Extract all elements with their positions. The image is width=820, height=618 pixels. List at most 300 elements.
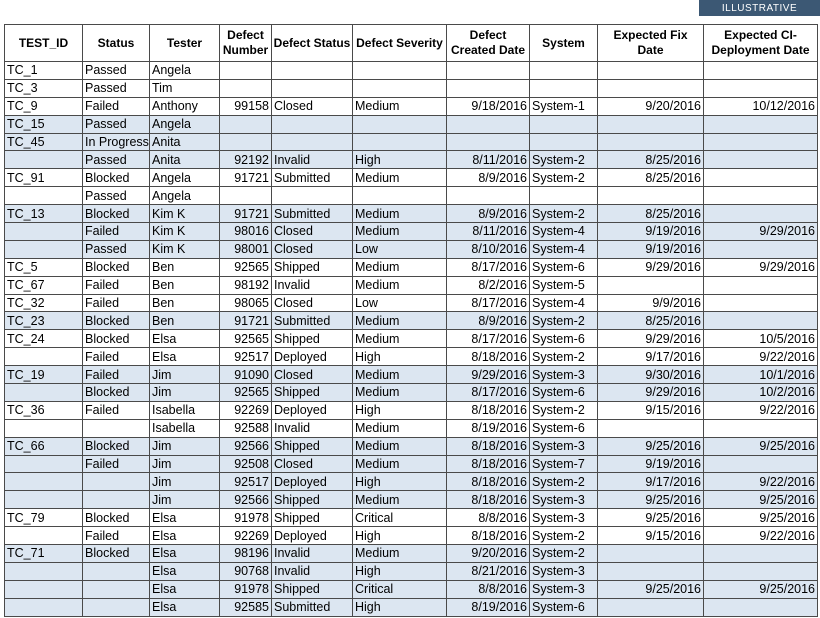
table-cell: 9/20/2016 <box>447 545 530 563</box>
table-cell <box>5 223 83 241</box>
table-cell <box>83 473 150 491</box>
table-row <box>5 79 818 97</box>
table-cell: System-2 <box>530 312 598 330</box>
table-cell: Angela <box>150 62 220 80</box>
table-cell: Closed <box>272 294 353 312</box>
table-cell: Invalid <box>272 276 353 294</box>
col-header-expected-fix-date: Expected Fix Date <box>598 25 704 62</box>
table-body <box>5 62 818 617</box>
table-cell: System-6 <box>530 384 598 402</box>
table-cell: Ben <box>150 312 220 330</box>
table-cell: TC_67 <box>5 276 83 294</box>
table-row <box>5 97 818 115</box>
table-cell: TC_36 <box>5 401 83 419</box>
table-cell <box>598 79 704 97</box>
table-cell: 9/29/2016 <box>598 258 704 276</box>
table-row <box>5 545 818 563</box>
table-cell: System-2 <box>530 401 598 419</box>
table-cell: Shipped <box>272 580 353 598</box>
table-cell <box>704 169 818 187</box>
table-cell <box>704 294 818 312</box>
table-cell: Passed <box>83 187 150 205</box>
table-cell <box>272 62 353 80</box>
table-cell <box>220 79 272 97</box>
table-cell: 8/18/2016 <box>447 527 530 545</box>
table-cell: High <box>353 348 447 366</box>
table-cell <box>353 62 447 80</box>
table-cell <box>598 62 704 80</box>
table-cell: Elsa <box>150 580 220 598</box>
table-cell: 10/5/2016 <box>704 330 818 348</box>
table-row <box>5 473 818 491</box>
table-cell: Ben <box>150 258 220 276</box>
table-cell: 8/25/2016 <box>598 312 704 330</box>
table-row <box>5 419 818 437</box>
col-header-system: System <box>530 25 598 62</box>
table-cell: Anita <box>150 151 220 169</box>
table-cell <box>5 384 83 402</box>
table-row <box>5 240 818 258</box>
table-cell: 9/22/2016 <box>704 401 818 419</box>
table-cell: TC_5 <box>5 258 83 276</box>
table-cell: Blocked <box>83 545 150 563</box>
table-cell <box>704 151 818 169</box>
table-cell <box>704 562 818 580</box>
table-cell: High <box>353 473 447 491</box>
table-cell: Low <box>353 240 447 258</box>
table-cell <box>220 62 272 80</box>
table-row <box>5 437 818 455</box>
table-cell: Angela <box>150 115 220 133</box>
table-row <box>5 348 818 366</box>
table-cell: Medium <box>353 437 447 455</box>
table-cell <box>83 598 150 616</box>
table-cell: Medium <box>353 97 447 115</box>
table-row <box>5 598 818 616</box>
table-cell <box>220 187 272 205</box>
table-cell: 8/2/2016 <box>447 276 530 294</box>
table-row <box>5 455 818 473</box>
table-cell: Elsa <box>150 598 220 616</box>
table-cell <box>5 598 83 616</box>
table-cell: Angela <box>150 169 220 187</box>
table-cell: Failed <box>83 97 150 115</box>
table-cell: 9/20/2016 <box>598 97 704 115</box>
table-cell: System-2 <box>530 205 598 223</box>
table-row <box>5 205 818 223</box>
table-cell: 92566 <box>220 437 272 455</box>
table-cell: Failed <box>83 294 150 312</box>
table-cell: 9/22/2016 <box>704 348 818 366</box>
table-cell <box>598 133 704 151</box>
table-cell: Anthony <box>150 97 220 115</box>
table-cell: 8/18/2016 <box>447 473 530 491</box>
defect-table <box>4 24 818 617</box>
table-cell: Medium <box>353 419 447 437</box>
table-cell: Passed <box>83 240 150 258</box>
table-cell <box>530 62 598 80</box>
col-header-test-id: TEST_ID <box>5 25 83 62</box>
table-row <box>5 169 818 187</box>
table-cell: 91721 <box>220 169 272 187</box>
table-cell: System-3 <box>530 509 598 527</box>
table-cell <box>83 562 150 580</box>
table-cell: System-2 <box>530 545 598 563</box>
table-row <box>5 401 818 419</box>
table-cell <box>353 115 447 133</box>
table-cell: Ben <box>150 294 220 312</box>
table-cell: System-3 <box>530 491 598 509</box>
table-cell <box>83 580 150 598</box>
table-cell: 9/22/2016 <box>704 527 818 545</box>
table-cell: Low <box>353 294 447 312</box>
table-row <box>5 366 818 384</box>
table-cell: Deployed <box>272 527 353 545</box>
table-cell: System-3 <box>530 366 598 384</box>
table-cell: Passed <box>83 62 150 80</box>
table-cell: Medium <box>353 491 447 509</box>
table-cell: 8/17/2016 <box>447 258 530 276</box>
col-header-defect-number: Defect Number <box>220 25 272 62</box>
col-header-status: Status <box>83 25 150 62</box>
table-cell <box>530 79 598 97</box>
table-cell <box>353 79 447 97</box>
table-cell: 9/29/2016 <box>447 366 530 384</box>
table-cell: Medium <box>353 258 447 276</box>
table-cell: Invalid <box>272 562 353 580</box>
table-cell: 92269 <box>220 527 272 545</box>
table-cell: Medium <box>353 330 447 348</box>
table-cell: 98001 <box>220 240 272 258</box>
table-cell <box>704 187 818 205</box>
table-cell: Medium <box>353 312 447 330</box>
table-row <box>5 330 818 348</box>
table-cell <box>447 79 530 97</box>
table-cell: 8/17/2016 <box>447 384 530 402</box>
table-cell <box>704 276 818 294</box>
table-cell: 8/9/2016 <box>447 169 530 187</box>
table-cell: Blocked <box>83 437 150 455</box>
table-cell: 98016 <box>220 223 272 241</box>
table-cell <box>5 187 83 205</box>
table-cell: Closed <box>272 223 353 241</box>
table-cell: Elsa <box>150 330 220 348</box>
table-cell: Failed <box>83 455 150 473</box>
table-cell: System-6 <box>530 598 598 616</box>
table-cell: High <box>353 401 447 419</box>
table-cell: 8/18/2016 <box>447 437 530 455</box>
table-cell: TC_23 <box>5 312 83 330</box>
table-cell: Tim <box>150 79 220 97</box>
table-cell <box>598 562 704 580</box>
table-cell: 8/19/2016 <box>447 598 530 616</box>
table-cell: 9/25/2016 <box>598 437 704 455</box>
table-cell: Critical <box>353 580 447 598</box>
table-cell: Invalid <box>272 151 353 169</box>
table-cell: Passed <box>83 151 150 169</box>
table-cell: 92517 <box>220 473 272 491</box>
table-cell: Passed <box>83 115 150 133</box>
table-cell: Jim <box>150 491 220 509</box>
table-row <box>5 276 818 294</box>
table-cell <box>704 115 818 133</box>
col-header-defect-created-date: Defect Created Date <box>447 25 530 62</box>
table-cell: TC_13 <box>5 205 83 223</box>
table-cell: Blocked <box>83 384 150 402</box>
table-row <box>5 223 818 241</box>
table-cell <box>598 187 704 205</box>
table-cell: Medium <box>353 169 447 187</box>
table-cell: Closed <box>272 240 353 258</box>
table-cell: 9/22/2016 <box>704 473 818 491</box>
table-cell <box>598 115 704 133</box>
table-cell: Elsa <box>150 527 220 545</box>
table-cell: System-6 <box>530 330 598 348</box>
table-cell: Medium <box>353 455 447 473</box>
table-cell <box>83 491 150 509</box>
table-cell: 9/29/2016 <box>704 258 818 276</box>
table-cell <box>704 133 818 151</box>
table-cell: TC_3 <box>5 79 83 97</box>
table-cell: Failed <box>83 223 150 241</box>
table-cell: Critical <box>353 509 447 527</box>
table-cell: Submitted <box>272 169 353 187</box>
table-cell: 92566 <box>220 491 272 509</box>
table-cell <box>272 187 353 205</box>
table-cell: 8/10/2016 <box>447 240 530 258</box>
table-cell: System-3 <box>530 562 598 580</box>
table-cell <box>5 473 83 491</box>
table-row <box>5 115 818 133</box>
table-cell: 8/8/2016 <box>447 509 530 527</box>
table-cell: System-7 <box>530 455 598 473</box>
table-cell: 98192 <box>220 276 272 294</box>
table-cell: High <box>353 151 447 169</box>
table-cell: 91978 <box>220 580 272 598</box>
table-cell: 98196 <box>220 545 272 563</box>
table-cell: 91090 <box>220 366 272 384</box>
table-cell: 8/21/2016 <box>447 562 530 580</box>
table-cell: Failed <box>83 348 150 366</box>
table-cell <box>598 419 704 437</box>
table-cell: Shipped <box>272 258 353 276</box>
table-cell: Medium <box>353 276 447 294</box>
table-cell: System-5 <box>530 276 598 294</box>
table-cell: 9/17/2016 <box>598 348 704 366</box>
table-cell: Medium <box>353 366 447 384</box>
table-cell: TC_15 <box>5 115 83 133</box>
table-cell <box>5 562 83 580</box>
table-cell: 9/25/2016 <box>704 491 818 509</box>
table-cell: System-3 <box>530 437 598 455</box>
table-cell: Failed <box>83 276 150 294</box>
table-cell <box>598 598 704 616</box>
table-cell: Deployed <box>272 348 353 366</box>
table-cell <box>447 133 530 151</box>
table-cell: 8/19/2016 <box>447 419 530 437</box>
table-cell <box>272 115 353 133</box>
table-cell <box>530 187 598 205</box>
table-cell: Invalid <box>272 545 353 563</box>
table-cell <box>704 455 818 473</box>
table-row <box>5 187 818 205</box>
table-cell: TC_79 <box>5 509 83 527</box>
table-cell: Elsa <box>150 545 220 563</box>
table-cell: 8/9/2016 <box>447 205 530 223</box>
table-cell: Submitted <box>272 598 353 616</box>
table-cell: TC_9 <box>5 97 83 115</box>
table-cell: 9/25/2016 <box>598 509 704 527</box>
table-cell <box>704 312 818 330</box>
table-cell <box>598 545 704 563</box>
table-cell: Kim K <box>150 205 220 223</box>
table-cell: System-6 <box>530 419 598 437</box>
table-cell: Medium <box>353 223 447 241</box>
header-row <box>5 25 818 62</box>
table-cell: 8/25/2016 <box>598 205 704 223</box>
table-cell: Submitted <box>272 312 353 330</box>
table-cell: Deployed <box>272 473 353 491</box>
table-cell: Medium <box>353 545 447 563</box>
table-cell <box>447 115 530 133</box>
table-cell: 9/29/2016 <box>598 330 704 348</box>
table-cell: 91721 <box>220 205 272 223</box>
table-row <box>5 491 818 509</box>
table-cell: 9/29/2016 <box>598 384 704 402</box>
col-header-defect-status: Defect Status <box>272 25 353 62</box>
table-cell: In Progress <box>83 133 150 151</box>
table-cell: Anita <box>150 133 220 151</box>
table-cell: 90768 <box>220 562 272 580</box>
table-cell: TC_45 <box>5 133 83 151</box>
table-cell: 9/19/2016 <box>598 240 704 258</box>
table-cell: Kim K <box>150 223 220 241</box>
table-cell: 9/25/2016 <box>704 580 818 598</box>
table-cell <box>220 133 272 151</box>
table-cell: 8/17/2016 <box>447 330 530 348</box>
table-cell: 9/29/2016 <box>704 223 818 241</box>
table-cell: 8/25/2016 <box>598 169 704 187</box>
table-cell: Failed <box>83 366 150 384</box>
table-cell: System-2 <box>530 169 598 187</box>
table-cell <box>5 348 83 366</box>
table-row <box>5 384 818 402</box>
table-cell: 10/2/2016 <box>704 384 818 402</box>
table-cell: Submitted <box>272 205 353 223</box>
table-row <box>5 151 818 169</box>
col-header-tester: Tester <box>150 25 220 62</box>
table-cell: System-3 <box>530 580 598 598</box>
table-cell: Closed <box>272 455 353 473</box>
table-cell: System-4 <box>530 223 598 241</box>
table-cell: Closed <box>272 366 353 384</box>
col-header-expected-ci-deployment-date: Expected CI-Deployment Date <box>704 25 818 62</box>
table-cell <box>704 240 818 258</box>
table-cell: 9/25/2016 <box>704 437 818 455</box>
table-cell: Elsa <box>150 348 220 366</box>
table-cell: System-4 <box>530 240 598 258</box>
table-cell: 92565 <box>220 330 272 348</box>
table-cell <box>704 545 818 563</box>
table-cell: 92517 <box>220 348 272 366</box>
table-cell: 92565 <box>220 258 272 276</box>
table-cell: System-2 <box>530 473 598 491</box>
table-cell: Angela <box>150 187 220 205</box>
table-cell <box>5 240 83 258</box>
table-cell: Passed <box>83 79 150 97</box>
table-cell: Blocked <box>83 509 150 527</box>
table-cell <box>704 62 818 80</box>
table-cell <box>5 580 83 598</box>
table-cell: 9/30/2016 <box>598 366 704 384</box>
table-cell <box>272 133 353 151</box>
table-cell <box>272 79 353 97</box>
table-cell: 9/18/2016 <box>447 97 530 115</box>
table-cell: Ben <box>150 276 220 294</box>
table-cell: TC_1 <box>5 62 83 80</box>
table-cell: System-6 <box>530 258 598 276</box>
table-row <box>5 258 818 276</box>
col-header-defect-severity: Defect Severity <box>353 25 447 62</box>
table-cell: High <box>353 598 447 616</box>
table-cell: TC_19 <box>5 366 83 384</box>
table-cell: 8/18/2016 <box>447 455 530 473</box>
table-cell <box>5 419 83 437</box>
table-cell: Shipped <box>272 437 353 455</box>
table-cell: Jim <box>150 473 220 491</box>
table-cell: System-4 <box>530 294 598 312</box>
table-cell: TC_91 <box>5 169 83 187</box>
table-row <box>5 294 818 312</box>
table-cell: Invalid <box>272 419 353 437</box>
table-cell: Deployed <box>272 401 353 419</box>
table-cell: Failed <box>83 401 150 419</box>
table-cell: 8/25/2016 <box>598 151 704 169</box>
table-cell: Medium <box>353 205 447 223</box>
table-cell: Elsa <box>150 509 220 527</box>
table-cell: TC_71 <box>5 545 83 563</box>
table-cell: High <box>353 562 447 580</box>
table-cell: TC_24 <box>5 330 83 348</box>
table-row <box>5 509 818 527</box>
table-cell: 8/11/2016 <box>447 223 530 241</box>
table-cell: 8/11/2016 <box>447 151 530 169</box>
table-cell: 9/9/2016 <box>598 294 704 312</box>
table-cell: Blocked <box>83 312 150 330</box>
table-cell: Kim K <box>150 240 220 258</box>
table-cell: 9/19/2016 <box>598 223 704 241</box>
table-cell <box>704 419 818 437</box>
table-cell: Blocked <box>83 169 150 187</box>
table-cell: Shipped <box>272 384 353 402</box>
table-cell <box>220 115 272 133</box>
table-cell <box>447 187 530 205</box>
table-cell: 92585 <box>220 598 272 616</box>
table-cell: Shipped <box>272 509 353 527</box>
table-cell: 10/12/2016 <box>704 97 818 115</box>
illustrative-badge: ILLUSTRATIVE <box>699 0 820 16</box>
table-cell: 9/25/2016 <box>704 509 818 527</box>
table-cell: Shipped <box>272 491 353 509</box>
table-cell: 91978 <box>220 509 272 527</box>
table-cell: 8/8/2016 <box>447 580 530 598</box>
table-cell <box>5 455 83 473</box>
table-cell: Medium <box>353 384 447 402</box>
table-cell: 99158 <box>220 97 272 115</box>
table-cell: Isabella <box>150 401 220 419</box>
table-cell: 8/18/2016 <box>447 348 530 366</box>
table-row <box>5 527 818 545</box>
